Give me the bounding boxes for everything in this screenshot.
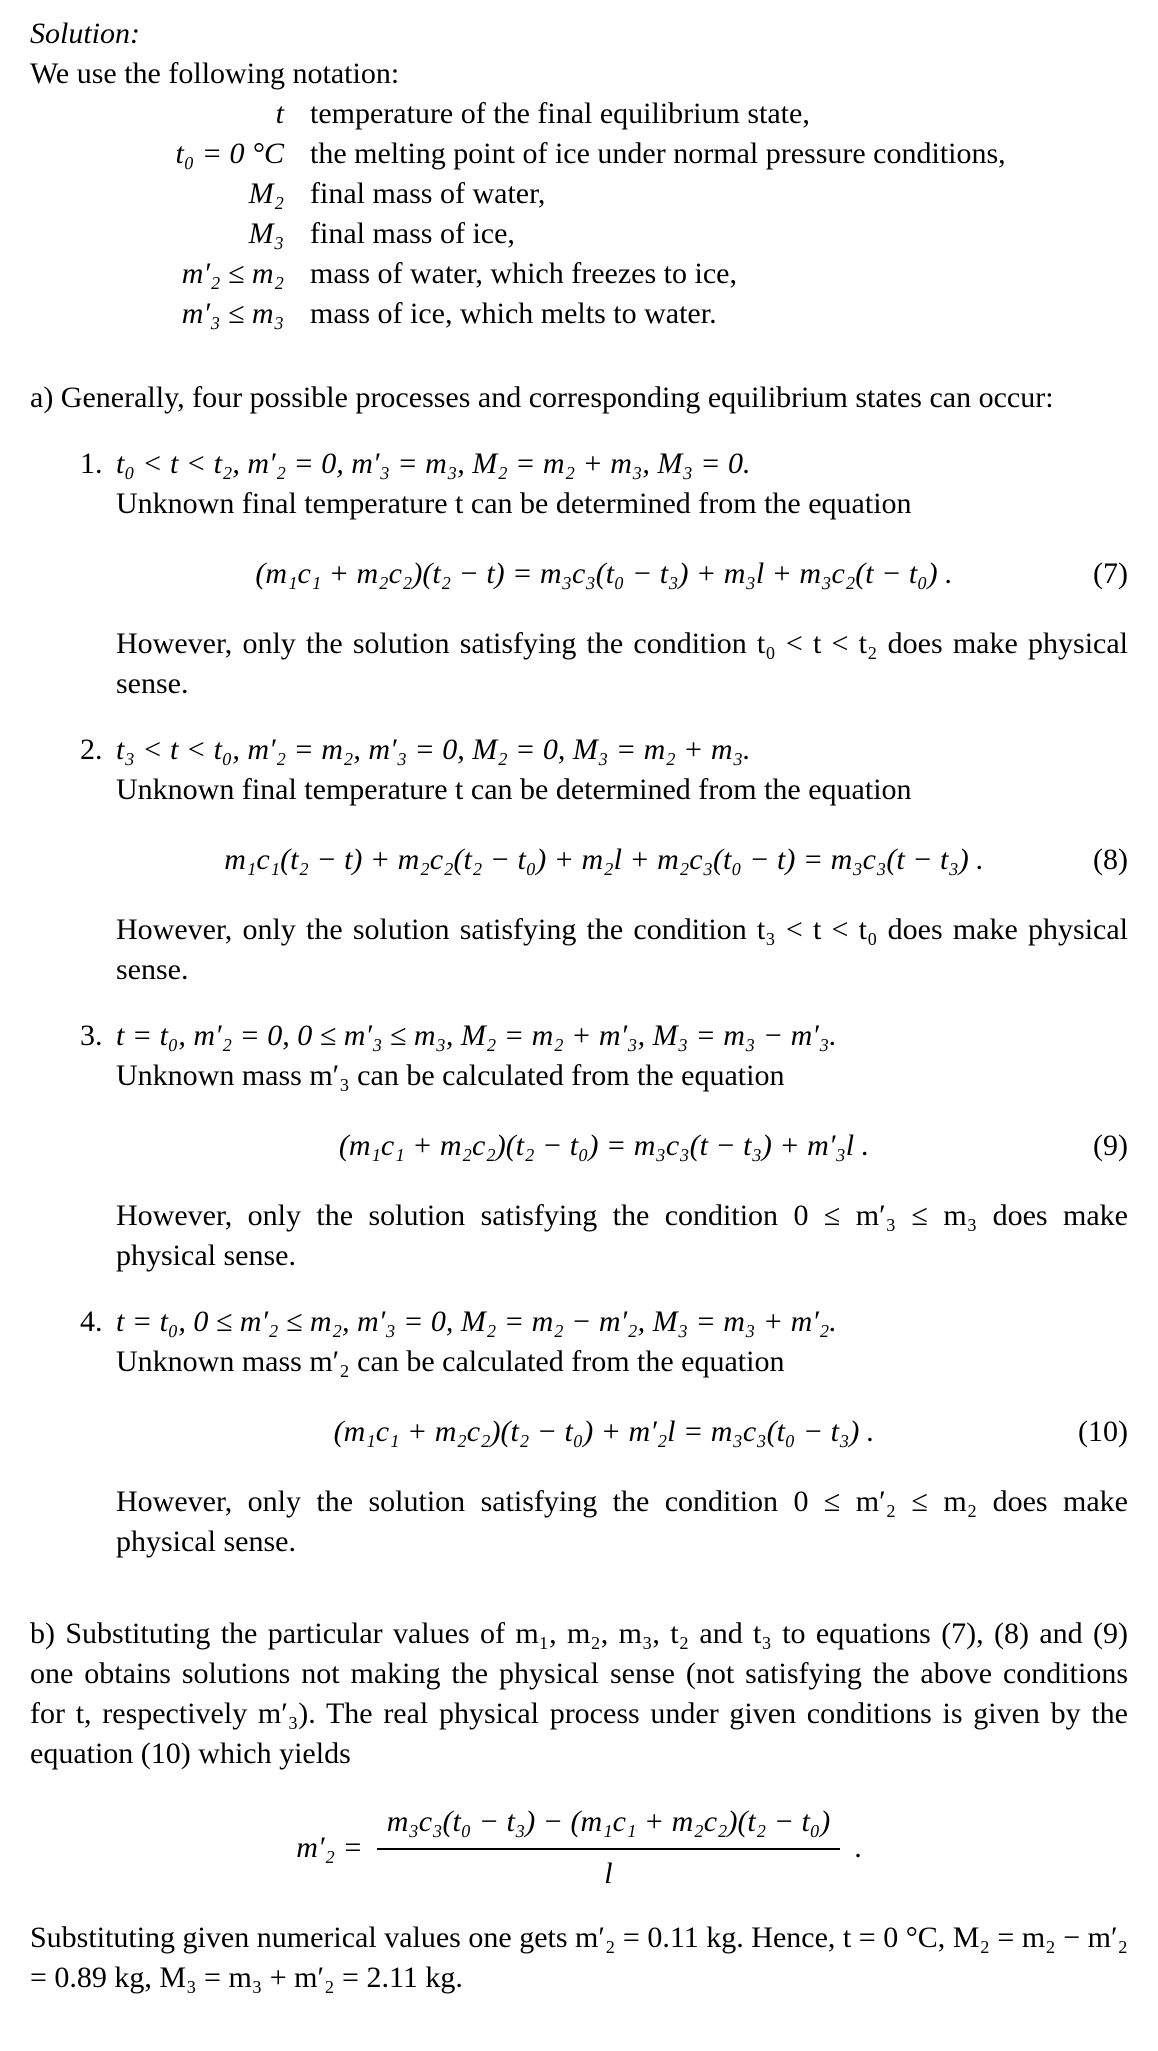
case-2	[80, 730, 1128, 990]
fraction-denominator: l	[604, 1857, 613, 1890]
case-lead: Unknown mass m′₂ can be calculated from the equation	[116, 1345, 785, 1378]
equation-10	[80, 1412, 1128, 1452]
case-3-conditions-line	[80, 1016, 1128, 1056]
notation-symbol: t₀ = 0 °C	[175, 137, 284, 170]
result-equation-period: .	[854, 1831, 862, 1864]
result-equation	[30, 1802, 1128, 1894]
notation-symbol: M₂	[248, 177, 284, 210]
notation-row	[76, 134, 1128, 174]
notation-row	[76, 294, 1128, 334]
case-note: However, only the solution satisfying the condition t₃ < t < t₀ does make physical sense.	[116, 913, 1128, 986]
case-2-conditions-line	[80, 730, 1128, 770]
case-4-conditions-line	[80, 1302, 1128, 1342]
case-note: However, only the solution satisfying the condition t₀ < t < t₂ does make physical sense.	[116, 627, 1128, 700]
notation-description: mass of ice, which melts to water.	[310, 297, 717, 330]
part-b-intro: b) Substituting the particular values of m₁, m₂, m₃, t₂ and t₃ to equations (7), (8) and (9) one obtains solutions not making the physical sense (not satisfying the above conditions for t, respectively m′₃). The real physical process under given conditions is given by the equation (10) which yields	[30, 1617, 1128, 1770]
fraction-numerator: m₃c₃(t₀ − t₃) − (m₁c₁ + m₂c₂)(t₂ − t₀)	[377, 1802, 841, 1850]
notation-description: final mass of ice,	[310, 217, 515, 250]
equation-body: (m₁c₁ + m₂c₂)(t₂ − t₀) = m₃c₃(t − t₃) + m′₃l .	[338, 1129, 870, 1162]
result-equation-lhs: m′₂ =	[296, 1831, 363, 1864]
notation-description: mass of water, which freezes to ice,	[310, 257, 737, 290]
equation-number: (10)	[1078, 1415, 1128, 1448]
case-lead: Unknown final temperature t can be determined from the equation	[116, 773, 912, 806]
case-number: 1.	[80, 447, 103, 480]
notation-table	[76, 94, 1128, 334]
case-lead: Unknown final temperature t can be determined from the equation	[116, 487, 912, 520]
case-conditions: t₀ < t < t₂, m′₂ = 0, m′₃ = m₃, M₂ = m₂ + m₃, M₃ = 0.	[116, 447, 751, 480]
case-lead: Unknown mass m′₃ can be calculated from the equation	[116, 1059, 785, 1092]
notation-description: temperature of the final equilibrium state,	[310, 97, 810, 130]
case-number: 4.	[80, 1305, 103, 1338]
case-note: However, only the solution satisfying the condition 0 ≤ m′₂ ≤ m₂ does make physical sense.	[116, 1485, 1128, 1558]
notation-symbol: m′₃ ≤ m₃	[181, 297, 284, 330]
case-conditions: t = t₀, 0 ≤ m′₂ ≤ m₂, m′₃ = 0, M₂ = m₂ − m′₂, M₃ = m₃ + m′₂.	[116, 1305, 837, 1338]
result-equation-fraction	[377, 1802, 841, 1894]
case-4	[80, 1302, 1128, 1562]
case-1-conditions-line	[80, 444, 1128, 484]
notation-symbol: m′₂ ≤ m₂	[181, 257, 284, 290]
case-1	[80, 444, 1128, 704]
notation-intro: We use the following notation:	[30, 57, 400, 90]
case-number: 2.	[80, 733, 103, 766]
equation-number: (7)	[1093, 557, 1128, 590]
equation-body: m₁c₁(t₂ − t) + m₂c₂(t₂ − t₀) + m₂l + m₂c₃(t₀ − t) = m₃c₃(t − t₃) .	[224, 843, 984, 876]
equation-body: (m₁c₁ + m₂c₂)(t₂ − t) = m₃c₃(t₀ − t₃) + m₃l + m₃c₂(t − t₀) .	[255, 557, 953, 590]
part-a-intro: a) Generally, four possible processes and corresponding equilibrium states can occur:	[30, 381, 1054, 414]
solution-heading: Solution:	[30, 17, 140, 50]
equation-8	[80, 840, 1128, 880]
notation-symbol: t	[275, 97, 284, 130]
notation-symbol: M₃	[248, 217, 284, 250]
equation-7	[80, 554, 1128, 594]
conclusion: Substituting given numerical values one gets m′₂ = 0.11 kg. Hence, t = 0 °C, M₂ = m₂ − m′₂ = 0.89 kg, M₃ = m₃ + m′₂ = 2.11 kg.	[30, 1921, 1128, 1994]
notation-description: the melting point of ice under normal pressure conditions,	[310, 137, 1006, 170]
equation-number: (8)	[1093, 843, 1128, 876]
equation-body: (m₁c₁ + m₂c₂)(t₂ − t₀) + m′₂l = m₃c₃(t₀ − t₃) .	[333, 1415, 875, 1448]
case-conditions: t₃ < t < t₀, m′₂ = m₂, m′₃ = 0, M₂ = 0, M₃ = m₂ + m₃.	[116, 733, 751, 766]
notation-description: final mass of water,	[310, 177, 546, 210]
notation-row	[76, 214, 1128, 254]
notation-row	[76, 94, 1128, 134]
case-number: 3.	[80, 1019, 103, 1052]
case-3	[80, 1016, 1128, 1276]
notation-row	[76, 254, 1128, 294]
notation-row	[76, 174, 1128, 214]
equation-9	[80, 1126, 1128, 1166]
equation-number: (9)	[1093, 1129, 1128, 1162]
case-conditions: t = t₀, m′₂ = 0, 0 ≤ m′₃ ≤ m₃, M₂ = m₂ + m′₃, M₃ = m₃ − m′₃.	[116, 1019, 837, 1052]
case-note: However, only the solution satisfying the condition 0 ≤ m′₃ ≤ m₃ does make physical sense.	[116, 1199, 1128, 1272]
